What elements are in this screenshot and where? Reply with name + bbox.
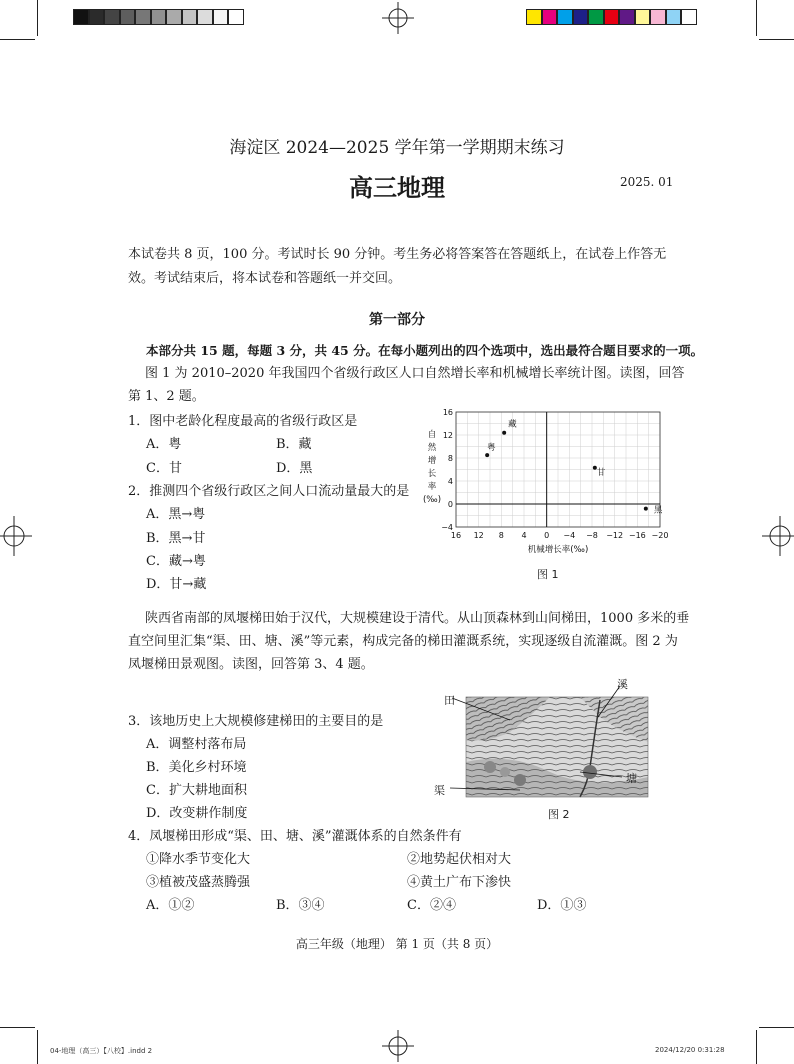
figure-2-label-tian: 田: [444, 694, 455, 707]
data-point-label: 粤: [487, 443, 496, 454]
question-4-option-c[interactable]: C．②④: [407, 898, 456, 913]
data-point-label: 黑: [653, 505, 663, 516]
question-1-option-c[interactable]: C．甘: [146, 461, 182, 476]
x-tick-label: −16: [628, 531, 646, 540]
color-swatch: [526, 9, 542, 25]
gray-swatch: [135, 9, 151, 25]
figure-2-caption: 图 2: [548, 808, 570, 821]
page-footer: 高三年级（地理） 第 1 页（共 8 页）: [295, 937, 499, 951]
color-swatch: [604, 9, 620, 25]
question-1-option-a[interactable]: A．粤: [146, 437, 182, 452]
gray-swatch: [213, 9, 229, 25]
color-swatch: [542, 9, 558, 25]
figure-2-terrace-landscape: [430, 672, 670, 807]
passage1-line-1: 图 1 为 2010–2020 年我国四个省级行政区人口自然增长率和机械增长率统计图。读图，回答: [145, 366, 685, 381]
data-point-label: 甘: [596, 467, 606, 478]
y-axis-label-char: 率: [427, 482, 437, 492]
x-tick-label: 8: [498, 531, 504, 540]
x-tick-label: −20: [651, 531, 668, 540]
registration-mark-icon: [382, 1030, 414, 1062]
figure-2-label-xi: 溪: [617, 678, 628, 691]
question-3-option-d[interactable]: D．改变耕作制度: [146, 806, 248, 821]
question-4-option-a[interactable]: A．①②: [146, 898, 195, 913]
question-2-option-b[interactable]: B．黑→甘: [146, 531, 206, 546]
x-tick-label: −8: [586, 531, 598, 540]
color-swatch: [573, 9, 589, 25]
data-point: [644, 507, 648, 511]
crop-mark: [0, 39, 35, 40]
question-3-option-c[interactable]: C．扩大耕地面积: [146, 783, 247, 798]
gray-swatch: [104, 9, 120, 25]
y-axis-label-char: 然: [427, 443, 437, 453]
gray-swatch: [89, 9, 105, 25]
gray-swatch: [120, 9, 136, 25]
crop-mark: [756, 0, 757, 36]
crop-mark: [759, 39, 794, 40]
question-3-option-a[interactable]: A．调整村落布局: [146, 737, 247, 752]
question-4-stem: 4．凤堰梯田形成“渠、田、塘、溪”灌溉体系的自然条件有: [128, 829, 462, 844]
question-3-option-b[interactable]: B．美化乡村环境: [146, 760, 247, 775]
y-tick-label: −4: [441, 523, 453, 532]
y-axis-label-char: 自: [427, 430, 437, 440]
x-tick-label: −12: [606, 531, 624, 540]
x-tick-label: 0: [544, 531, 550, 540]
registration-mark-icon: [382, 2, 414, 34]
y-axis-label-char: 增: [427, 456, 437, 466]
instructions-line-2: 效。考试结束后，将本试卷和答题纸一并交回。: [128, 271, 402, 286]
question-2-option-a[interactable]: A．黑→粤: [146, 507, 206, 522]
timestamp-slug: 2024/12/20 0:31:28: [655, 1046, 725, 1054]
question-4-option-b[interactable]: B．③④: [276, 898, 325, 913]
gray-swatch: [166, 9, 182, 25]
crop-mark: [759, 1027, 794, 1028]
passage2-line-2: 直空间里汇集“渠、田、塘、溪”等元素，构成完备的梯田灌溉系统，实现逐级自流灌溉。图 2 为: [128, 634, 678, 649]
question-1-option-b[interactable]: B．藏: [276, 437, 312, 452]
question-4-item-3: ③植被茂盛蒸腾强: [146, 875, 251, 890]
question-4-item-2: ②地势起伏相对大: [407, 852, 512, 867]
figure-1-scatter-chart: [418, 404, 668, 579]
color-swatch: [666, 9, 682, 25]
y-axis-label-char: (‰): [422, 495, 442, 505]
crop-mark: [756, 1030, 757, 1064]
data-point: [502, 431, 506, 435]
gray-swatch: [182, 9, 198, 25]
gray-swatch: [197, 9, 213, 25]
y-tick-label: 8: [447, 454, 453, 463]
question-1-option-d[interactable]: D．黑: [276, 461, 313, 476]
figure-2-label-tang: 塘: [626, 772, 637, 785]
figure-1-caption: 图 1: [537, 568, 559, 581]
color-swatch: [635, 9, 651, 25]
figure-2-label-qu: 渠: [434, 784, 445, 797]
data-point: [485, 453, 489, 457]
crop-mark: [37, 1030, 38, 1064]
gray-swatch: [228, 9, 244, 25]
registration-mark-icon: [0, 516, 32, 556]
y-tick-label: 0: [447, 500, 453, 509]
question-4-item-4: ④黄土广布下渗快: [407, 875, 512, 890]
exam-title: 海淀区 2024—2025 学年第一学期期末练习: [229, 138, 565, 158]
crop-mark: [0, 1027, 35, 1028]
color-swatch: [681, 9, 697, 25]
x-axis-label: 机械增长率(‰): [527, 545, 589, 555]
y-tick-label: 4: [447, 477, 453, 486]
part-intro: 本部分共 15 题，每题 3 分，共 45 分。在每小题列出的四个选项中，选出最符合题目要求的一项。: [146, 343, 704, 358]
x-tick-label: −4: [563, 531, 576, 540]
y-axis-label-char: 长: [427, 469, 437, 479]
y-tick-label: 12: [442, 431, 453, 440]
file-name-slug: 04-地理（高三）【八校】.indd 2: [50, 1047, 153, 1055]
color-swatch: [557, 9, 573, 25]
exam-date: 2025. 01: [620, 175, 674, 189]
color-swatch: [588, 9, 604, 25]
crop-mark: [37, 0, 38, 36]
data-point-label: 藏: [508, 419, 517, 430]
question-4-option-d[interactable]: D．①③: [537, 898, 587, 913]
passage2-line-1: 陕西省南部的凤堰梯田始于汉代，大规模建设于清代。从山顶森林到山间梯田，1000 多米的垂: [145, 611, 690, 626]
question-1-stem: 1．图中老龄化程度最高的省级行政区是: [128, 414, 358, 429]
color-swatch-strip: [526, 9, 697, 25]
subject-title: 高三地理: [349, 174, 445, 202]
passage2-line-3: 凤堰梯田景观图。读图，回答第 3、4 题。: [128, 657, 374, 672]
x-tick-label: 4: [521, 531, 527, 540]
question-2-option-c[interactable]: C．藏→粤: [146, 554, 206, 569]
gray-swatch-strip: [73, 9, 244, 25]
y-tick-label: 16: [442, 408, 453, 417]
part-title: 第一部分: [369, 312, 425, 328]
x-tick-label: 16: [450, 531, 462, 540]
question-3-stem: 3．该地历史上大规模修建梯田的主要目的是: [128, 714, 384, 729]
instructions-line-1: 本试卷共 8 页，100 分。考试时长 90 分钟。考生务必将答案答在答题纸上，在试卷上作答无: [128, 247, 667, 262]
gray-swatch: [73, 9, 89, 25]
question-2-stem: 2．推测四个省级行政区之间人口流动量最大的是: [128, 484, 410, 499]
x-tick-label: 12: [473, 531, 484, 540]
passage1-line-2: 第 1、2 题。: [128, 389, 205, 404]
color-swatch: [619, 9, 635, 25]
question-2-option-d[interactable]: D．甘→藏: [146, 577, 207, 592]
registration-mark-icon: [762, 516, 794, 556]
gray-swatch: [151, 9, 167, 25]
color-swatch: [650, 9, 666, 25]
question-4-item-1: ①降水季节变化大: [146, 852, 251, 867]
